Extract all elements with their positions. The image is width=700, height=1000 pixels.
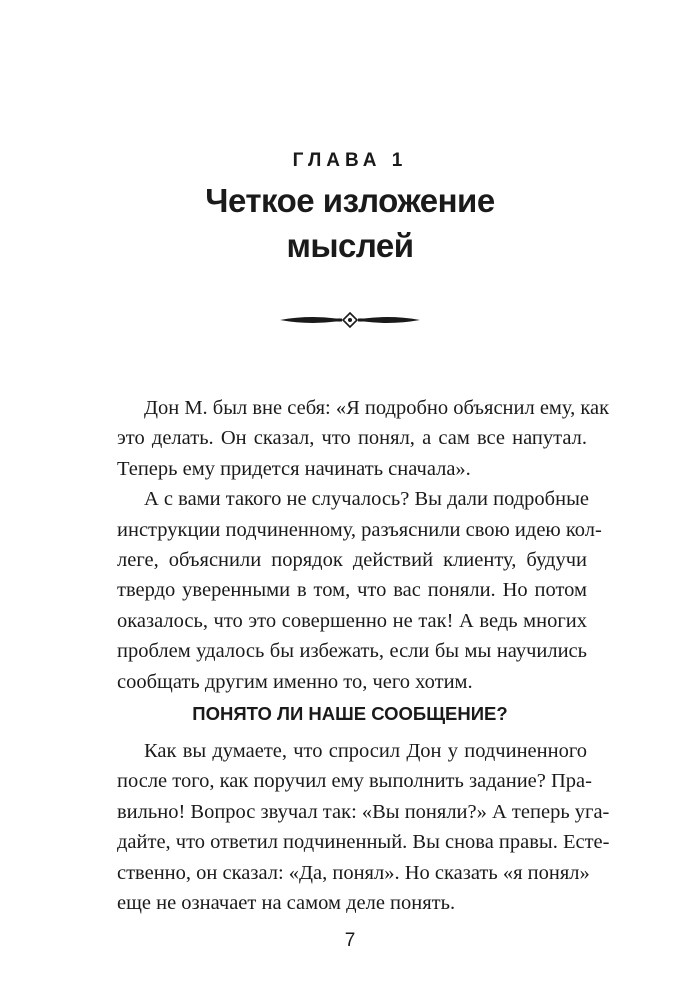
text-line: А с вами такого не случалось? Вы дали подробные <box>144 488 589 511</box>
text-line: оказалось, что это совершенно не так! А ведь многих <box>117 609 587 632</box>
text-line: вильно! Вопрос звучал так: «Вы поняли?» А теперь уга- <box>117 800 610 823</box>
page-number: 7 <box>344 930 356 951</box>
chapter-title-line: мыслей <box>286 227 414 264</box>
text-line: проблем удалось бы избежать, если бы мы научились <box>117 640 587 663</box>
text-line: ственно, он сказал: «Да, понял». Но сказать «я понял» <box>117 861 590 884</box>
text-line: дайте, что ответил подчиненный. Вы снова правы. Есте- <box>117 831 610 854</box>
paragraph <box>117 736 610 918</box>
section-heading: ПОНЯТО ЛИ НАШЕ СООБЩЕНИЕ? <box>192 703 508 724</box>
intro-text <box>117 393 610 697</box>
text-line: Дон М. был вне себя: «Я подробно объяснил ему, как <box>144 397 610 419</box>
section-text <box>117 736 610 918</box>
text-line: сообщать другим именно то, чего хотим. <box>117 670 473 693</box>
paragraph <box>117 393 610 484</box>
chapter-title-line: Четкое изложение <box>205 182 495 219</box>
text-line: после того, как поручил ему выполнить задание? Пра- <box>117 770 592 793</box>
chapter-label: ГЛАВА 1 <box>292 150 408 171</box>
text-line: твердо уверенными в том, что вас поняли. Но потом <box>117 579 587 602</box>
text-line: Теперь ему придется начинать сначала». <box>117 457 471 480</box>
text-line: леге, объяснили порядок действий клиенту, будучи <box>117 548 587 571</box>
paragraph <box>117 484 602 697</box>
text-line: инструкции подчиненному, разъяснили свою идею кол- <box>117 518 602 541</box>
text-line: это делать. Он сказал, что понял, а сам все напутал. <box>117 427 587 450</box>
text-line: Как вы думаете, что спросил Дон у подчиненного <box>144 740 587 762</box>
text-line: еще не означает на самом деле понять. <box>117 891 456 914</box>
chapter-title <box>0 178 700 268</box>
decorative-divider-icon <box>278 310 422 330</box>
